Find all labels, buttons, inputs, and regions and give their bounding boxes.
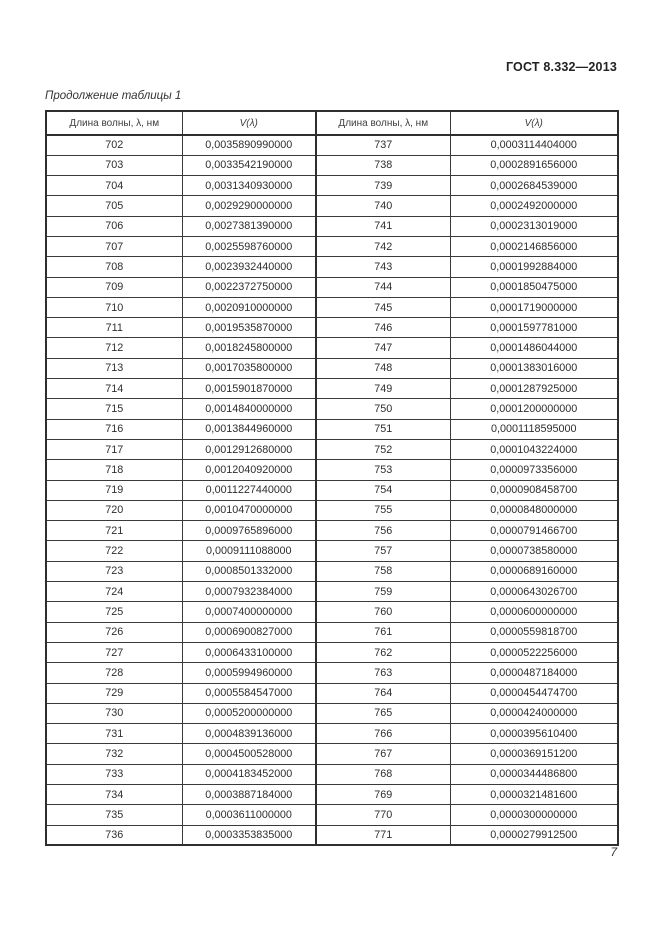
table-row xyxy=(46,236,618,256)
table-row xyxy=(46,460,618,480)
table-row xyxy=(46,683,618,703)
wavelength-cell: 729 xyxy=(46,683,182,703)
wavelength-cell: 766 xyxy=(316,724,450,744)
wavelength-cell: 770 xyxy=(316,805,450,825)
v-lambda-cell: 0,0025598760000 xyxy=(182,236,316,256)
wavelength-cell: 706 xyxy=(46,216,182,236)
v-lambda-cell: 0,0001992884000 xyxy=(450,257,618,277)
wavelength-cell: 710 xyxy=(46,297,182,317)
wavelength-cell: 747 xyxy=(316,338,450,358)
v-lambda-cell: 0,0002313019000 xyxy=(450,216,618,236)
v-lambda-cell: 0,0000395610400 xyxy=(450,724,618,744)
v-lambda-cell: 0,0002492000000 xyxy=(450,196,618,216)
v-lambda-cell: 0,0009765896000 xyxy=(182,521,316,541)
wavelength-cell: 722 xyxy=(46,541,182,561)
table-row xyxy=(46,358,618,378)
wavelength-cell: 716 xyxy=(46,419,182,439)
table-row xyxy=(46,561,618,581)
v-lambda-cell: 0,0000848000000 xyxy=(450,500,618,520)
v-lambda-cell: 0,0014840000000 xyxy=(182,399,316,419)
v-lambda-cell: 0,0013844960000 xyxy=(182,419,316,439)
wavelength-cell: 758 xyxy=(316,561,450,581)
wavelength-cell: 738 xyxy=(316,155,450,175)
wavelength-cell: 762 xyxy=(316,642,450,662)
wavelength-cell: 763 xyxy=(316,663,450,683)
wavelength-cell: 742 xyxy=(316,236,450,256)
v-lambda-cell: 0,0002891656000 xyxy=(450,155,618,175)
wavelength-cell: 764 xyxy=(316,683,450,703)
wavelength-cell: 740 xyxy=(316,196,450,216)
wavelength-cell: 715 xyxy=(46,399,182,419)
wavelength-cell: 718 xyxy=(46,460,182,480)
wavelength-cell: 765 xyxy=(316,703,450,723)
table-row xyxy=(46,622,618,642)
table-row xyxy=(46,642,618,662)
v-lambda-cell: 0,0002146856000 xyxy=(450,236,618,256)
table-header-row xyxy=(46,111,618,135)
table-row xyxy=(46,155,618,175)
wavelength-cell: 707 xyxy=(46,236,182,256)
wavelength-cell: 730 xyxy=(46,703,182,723)
v-lambda-cell: 0,0019535870000 xyxy=(182,318,316,338)
wavelength-cell: 759 xyxy=(316,582,450,602)
v-lambda-cell: 0,0033542190000 xyxy=(182,155,316,175)
v-lambda-cell: 0,0001118595000 xyxy=(450,419,618,439)
v-lambda-cell: 0,0000791466700 xyxy=(450,521,618,541)
table-row xyxy=(46,805,618,825)
v-lambda-cell: 0,0000369151200 xyxy=(450,744,618,764)
v-lambda-cell: 0,0008501332000 xyxy=(182,561,316,581)
table-row xyxy=(46,439,618,459)
v-lambda-cell: 0,0000522256000 xyxy=(450,642,618,662)
wavelength-cell: 709 xyxy=(46,277,182,297)
wavelength-cell: 719 xyxy=(46,480,182,500)
table-row xyxy=(46,663,618,683)
wavelength-cell: 713 xyxy=(46,358,182,378)
table-row xyxy=(46,582,618,602)
page-number: 7 xyxy=(610,845,617,859)
wavelength-cell: 769 xyxy=(316,785,450,805)
v-lambda-cell: 0,0000454474700 xyxy=(450,683,618,703)
v-lambda-cell: 0,0000424000000 xyxy=(450,703,618,723)
v-lambda-cell: 0,0017035800000 xyxy=(182,358,316,378)
table-row xyxy=(46,480,618,500)
table-row xyxy=(46,419,618,439)
wavelength-cell: 723 xyxy=(46,561,182,581)
v-lambda-cell: 0,0035890990000 xyxy=(182,135,316,155)
v-lambda-cell: 0,0004183452000 xyxy=(182,764,316,784)
table-row xyxy=(46,703,618,723)
v-lambda-cell: 0,0011227440000 xyxy=(182,480,316,500)
table-row xyxy=(46,277,618,297)
wavelength-cell: 702 xyxy=(46,135,182,155)
v-lambda-cell: 0,0000559818700 xyxy=(450,622,618,642)
v-lambda-cell: 0,0003353835000 xyxy=(182,825,316,845)
v-lambda-cell: 0,0022372750000 xyxy=(182,277,316,297)
v-lambda-cell: 0,0000487184000 xyxy=(450,663,618,683)
wavelength-cell: 731 xyxy=(46,724,182,744)
wavelength-cell: 741 xyxy=(316,216,450,236)
col-header-v-lambda-right: V(λ) xyxy=(450,111,618,135)
wavelength-cell: 749 xyxy=(316,379,450,399)
table-body xyxy=(46,135,618,845)
v-lambda-cell: 0,0006433100000 xyxy=(182,642,316,662)
v-lambda-cell: 0,0004839136000 xyxy=(182,724,316,744)
table-row xyxy=(46,338,618,358)
wavelength-cell: 736 xyxy=(46,825,182,845)
wavelength-cell: 757 xyxy=(316,541,450,561)
wavelength-cell: 732 xyxy=(46,744,182,764)
table-caption: Продолжение таблицы 1 xyxy=(45,90,182,102)
spectral-efficiency-table xyxy=(45,110,619,846)
table-row xyxy=(46,196,618,216)
col-header-wavelength-left: Длина волны, λ, нм xyxy=(46,111,182,135)
wavelength-cell: 754 xyxy=(316,480,450,500)
col-header-v-lambda-left: V(λ) xyxy=(182,111,316,135)
v-lambda-cell: 0,0018245800000 xyxy=(182,338,316,358)
v-lambda-cell: 0,0007400000000 xyxy=(182,602,316,622)
table-row xyxy=(46,541,618,561)
wavelength-cell: 724 xyxy=(46,582,182,602)
wavelength-cell: 705 xyxy=(46,196,182,216)
wavelength-cell: 735 xyxy=(46,805,182,825)
wavelength-cell: 755 xyxy=(316,500,450,520)
v-lambda-cell: 0,0001486044000 xyxy=(450,338,618,358)
table-row xyxy=(46,500,618,520)
wavelength-cell: 748 xyxy=(316,358,450,378)
v-lambda-cell: 0,0003114404000 xyxy=(450,135,618,155)
wavelength-cell: 712 xyxy=(46,338,182,358)
wavelength-cell: 728 xyxy=(46,663,182,683)
v-lambda-cell: 0,0000279912500 xyxy=(450,825,618,845)
v-lambda-cell: 0,0000973356000 xyxy=(450,460,618,480)
wavelength-cell: 714 xyxy=(46,379,182,399)
table-row xyxy=(46,399,618,419)
v-lambda-cell: 0,0001850475000 xyxy=(450,277,618,297)
wavelength-cell: 743 xyxy=(316,257,450,277)
table-row xyxy=(46,744,618,764)
v-lambda-cell: 0,0007932384000 xyxy=(182,582,316,602)
v-lambda-cell: 0,0005200000000 xyxy=(182,703,316,723)
wavelength-cell: 750 xyxy=(316,399,450,419)
wavelength-cell: 733 xyxy=(46,764,182,784)
v-lambda-cell: 0,0000738580000 xyxy=(450,541,618,561)
wavelength-cell: 767 xyxy=(316,744,450,764)
wavelength-cell: 745 xyxy=(316,297,450,317)
document-reference: ГОСТ 8.332—2013 xyxy=(505,60,617,74)
wavelength-cell: 703 xyxy=(46,155,182,175)
wavelength-cell: 721 xyxy=(46,521,182,541)
table-row xyxy=(46,825,618,845)
table-row xyxy=(46,257,618,277)
v-lambda-cell: 0,0005584547000 xyxy=(182,683,316,703)
wavelength-cell: 760 xyxy=(316,602,450,622)
v-lambda-cell: 0,0003887184000 xyxy=(182,785,316,805)
wavelength-cell: 739 xyxy=(316,176,450,196)
table-row xyxy=(46,216,618,236)
table-row xyxy=(46,176,618,196)
v-lambda-cell: 0,0000689160000 xyxy=(450,561,618,581)
table-row xyxy=(46,135,618,155)
v-lambda-cell: 0,0027381390000 xyxy=(182,216,316,236)
col-header-wavelength-right: Длина волны, λ, нм xyxy=(316,111,450,135)
v-lambda-cell: 0,0000600000000 xyxy=(450,602,618,622)
v-lambda-cell: 0,0000344486800 xyxy=(450,764,618,784)
table-row xyxy=(46,724,618,744)
v-lambda-cell: 0,0001719000000 xyxy=(450,297,618,317)
v-lambda-cell: 0,0029290000000 xyxy=(182,196,316,216)
v-lambda-cell: 0,0003611000000 xyxy=(182,805,316,825)
v-lambda-cell: 0,0023932440000 xyxy=(182,257,316,277)
wavelength-cell: 746 xyxy=(316,318,450,338)
v-lambda-cell: 0,0001200000000 xyxy=(450,399,618,419)
wavelength-cell: 771 xyxy=(316,825,450,845)
v-lambda-cell: 0,0000643026700 xyxy=(450,582,618,602)
v-lambda-cell: 0,0001597781000 xyxy=(450,318,618,338)
v-lambda-cell: 0,0006900827000 xyxy=(182,622,316,642)
wavelength-cell: 752 xyxy=(316,439,450,459)
table-row xyxy=(46,521,618,541)
wavelength-cell: 704 xyxy=(46,176,182,196)
table-row xyxy=(46,379,618,399)
v-lambda-cell: 0,0000908458700 xyxy=(450,480,618,500)
v-lambda-cell: 0,0000321481600 xyxy=(450,785,618,805)
v-lambda-cell: 0,0001383016000 xyxy=(450,358,618,378)
v-lambda-cell: 0,0009111088000 xyxy=(182,541,316,561)
wavelength-cell: 751 xyxy=(316,419,450,439)
table-row xyxy=(46,318,618,338)
v-lambda-cell: 0,0031340930000 xyxy=(182,176,316,196)
wavelength-cell: 720 xyxy=(46,500,182,520)
v-lambda-cell: 0,0002684539000 xyxy=(450,176,618,196)
v-lambda-cell: 0,0001043224000 xyxy=(450,439,618,459)
wavelength-cell: 725 xyxy=(46,602,182,622)
wavelength-cell: 768 xyxy=(316,764,450,784)
v-lambda-cell: 0,0012912680000 xyxy=(182,439,316,459)
table-row xyxy=(46,602,618,622)
wavelength-cell: 753 xyxy=(316,460,450,480)
table-row xyxy=(46,297,618,317)
wavelength-cell: 726 xyxy=(46,622,182,642)
table-row xyxy=(46,764,618,784)
wavelength-cell: 708 xyxy=(46,257,182,277)
v-lambda-cell: 0,0010470000000 xyxy=(182,500,316,520)
v-lambda-cell: 0,0004500528000 xyxy=(182,744,316,764)
v-lambda-cell: 0,0000300000000 xyxy=(450,805,618,825)
wavelength-cell: 717 xyxy=(46,439,182,459)
v-lambda-cell: 0,0020910000000 xyxy=(182,297,316,317)
v-lambda-cell: 0,0001287925000 xyxy=(450,379,618,399)
v-lambda-cell: 0,0012040920000 xyxy=(182,460,316,480)
wavelength-cell: 727 xyxy=(46,642,182,662)
wavelength-cell: 756 xyxy=(316,521,450,541)
wavelength-cell: 744 xyxy=(316,277,450,297)
wavelength-cell: 711 xyxy=(46,318,182,338)
table-row xyxy=(46,785,618,805)
v-lambda-cell: 0,0005994960000 xyxy=(182,663,316,683)
v-lambda-cell: 0,0015901870000 xyxy=(182,379,316,399)
wavelength-cell: 761 xyxy=(316,622,450,642)
wavelength-cell: 737 xyxy=(316,135,450,155)
wavelength-cell: 734 xyxy=(46,785,182,805)
